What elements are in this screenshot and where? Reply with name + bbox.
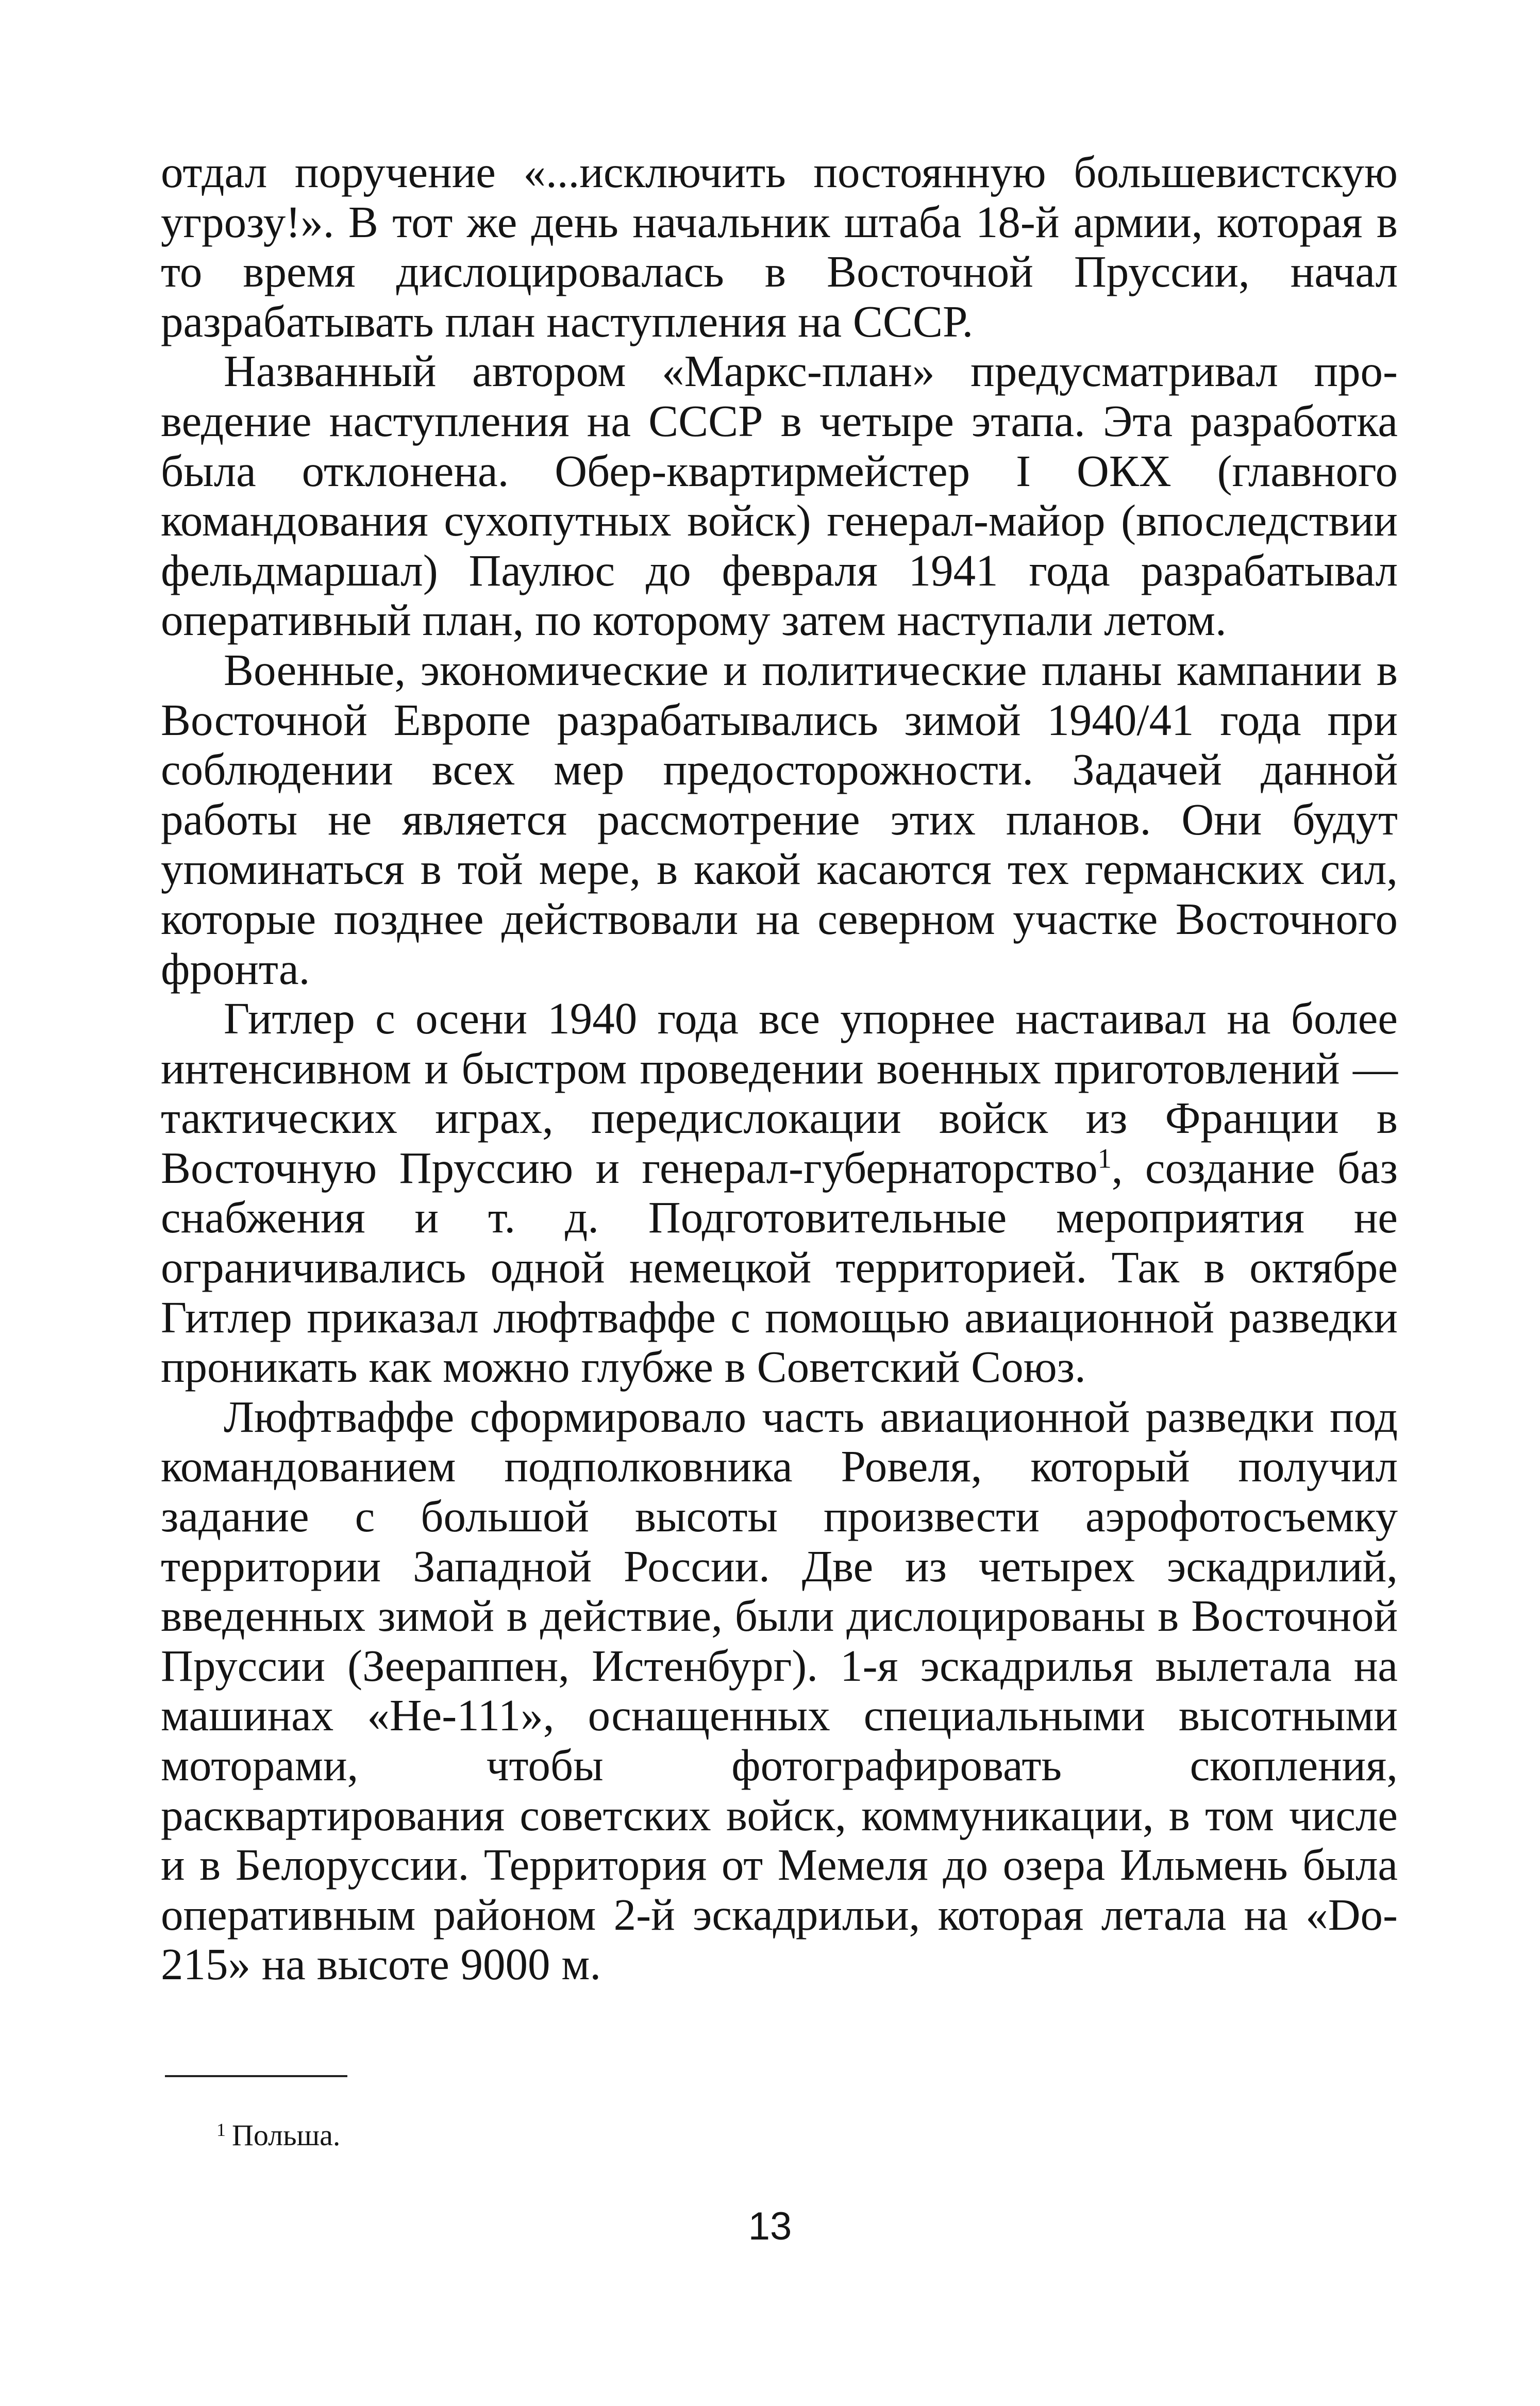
footnote — [216, 2120, 340, 2150]
footnote-separator — [165, 2075, 347, 2077]
footnote-reference[interactable]: 1 — [1097, 1143, 1112, 1174]
footnote-text: Польша. — [232, 2118, 341, 2152]
paragraph-4-part-1: Гитлер с осени 1940 года все упорнее настаивал на более интенсивном и быстром проведении военных приготовлений — тактических играх, передислокации войск из Франции в Восточную Пруссию и генерал-губернаторство — [161, 993, 1398, 1193]
footnote-marker: 1 — [216, 2119, 226, 2140]
paragraph-3: Военные, экономические и политические планы кампании в Восточной Европе разрабатывались зимой 1940/41 года при соблюдении всех мер предосторожности. Задачей данной работы не является рассмотрение этих планов. Они будут упоминаться в той мере, в какой касаются тех германских сил, которые позднее действовали на северном участке Восточного фронта. — [161, 644, 1398, 994]
paragraph-2: Названный автором «Маркс-план» предусматривал проведение наступления на СССР в четыре этапа. Эта разработка была отклонена. Обер-квартирмейстер I ОКХ (главного командования сухопутных войск) генерал-майор (впоследствии фельдмаршал) Паулюс до февраля 1941 года разрабатывал оперативный план, по которому затем наступали летом. — [161, 346, 1398, 645]
page-number: 13 — [748, 2204, 792, 2248]
body-text — [161, 147, 1398, 1990]
paragraph-4-part-2: , создание баз снабжения и т. д. Подготовительные мероприятия не ограничивались одной немецкой территорией. Так в октябре Гитлер приказал люфтваффе с помощью авиационной разведки проникать как можно глубже в Советский Союз. — [161, 1142, 1398, 1392]
paragraph-1: отдал поручение «...исключить постоянную большевистскую угрозу!». В тот же день начальник штаба 18-й армии, которая в то время дислоцировалась в Восточной Пруссии, начал разрабатывать план наступления на СССР. — [161, 147, 1398, 346]
paragraph-4 — [161, 994, 1398, 1392]
paragraph-5: Люфтваффе сформировало часть авиационной разведки под командованием подполковника Ровеля, который получил задание с большой высоты произвести аэрофотосъемку территории Западной России. Две из четырех эскадрилий, введенных зимой в действие, были дислоцированы в Восточной Пруссии (Зеераппен, Истенбург). 1-я эскадрилья вылетала на машинах «Не-111», оснащенных специальными высотными моторами, чтобы фотографировать скопления, расквартирования советских войск, коммуникации, в том числе и в Белоруссии. Территория от Мемеля до озера Ильмень была оперативным районом 2-й эскадрильи, которая летала на «Do-215» на высоте 9000 м. — [161, 1391, 1398, 1990]
